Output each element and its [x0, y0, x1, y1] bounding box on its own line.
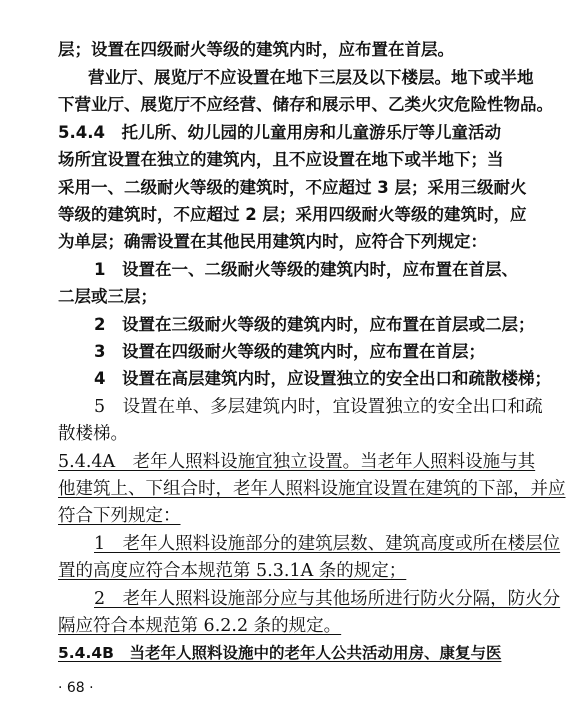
list-item: 4 设置在高层建筑内时，应设置独立的安全出口和疏散楼梯；: [94, 369, 551, 388]
list-item: 5 设置在单、多层建筑内时，宜设置独立的安全出口和疏: [94, 397, 543, 417]
text-line: 为单层；确需设置在其他民用建筑内时，应符合下列规定：: [58, 232, 487, 251]
clause-5-4-4: 5.4.4 托儿所、幼儿园的儿童用房和儿童游乐厅等儿童活动: [58, 123, 501, 142]
text-line: 采用一、二级耐火等级的建筑时，不应超过 3 层；采用三级耐火: [58, 178, 527, 197]
list-item: 1 老年人照料设施部分的建筑层数、建筑高度或所在楼层位: [94, 534, 561, 554]
text-line: 二层或三层；: [58, 287, 157, 306]
page-number: · 68 ·: [58, 680, 94, 696]
list-item: 2 老年人照料设施部分应与其他场所进行防火分隔，防火分: [94, 589, 561, 609]
text-line: 下营业厅、展览厅不应经营、储存和展示甲、乙类火灾危险性物品。: [58, 95, 553, 114]
text-line: 他建筑上、下组合时，老年人照料设施宜设置在建筑的下部，并应: [58, 479, 566, 499]
clause-5-4-4a: 5.4.4A 老年人照料设施宜独立设置。当老年人照料设施与其: [58, 452, 536, 472]
list-item: 1 设置在一、二级耐火等级的建筑内时，应布置在首层、: [94, 260, 518, 279]
text-line: 层；设置在四级耐火等级的建筑内时，应布置在首层。: [58, 40, 454, 59]
text-line: 散楼梯。: [58, 424, 128, 444]
list-item: 2 设置在三级耐火等级的建筑内时，应布置在首层或二层；: [94, 315, 535, 334]
text-line: 符合下列规定：: [58, 506, 181, 526]
text-line: 置的高度应符合本规范第 5.3.1A 条的规定；: [58, 561, 407, 581]
text-line: 等级的建筑时，不应超过 2 层；采用四级耐火等级的建筑时，应: [58, 205, 527, 224]
list-item: 3 设置在四级耐火等级的建筑内时，应布置在首层；: [94, 342, 485, 361]
text-line: 隔应符合本规范第 6.2.2 条的规定。: [58, 616, 342, 636]
text-line: 营业厅、展览厅不应设置在地下三层及以下楼层。地下或半地: [88, 68, 534, 87]
clause-5-4-4b: 5.4.4B 当老年人照料设施中的老年人公共活动用房、康复与医: [58, 644, 502, 662]
text-line: 场所宜设置在独立的建筑内，且不应设置在地下或半地下；当: [58, 150, 504, 169]
